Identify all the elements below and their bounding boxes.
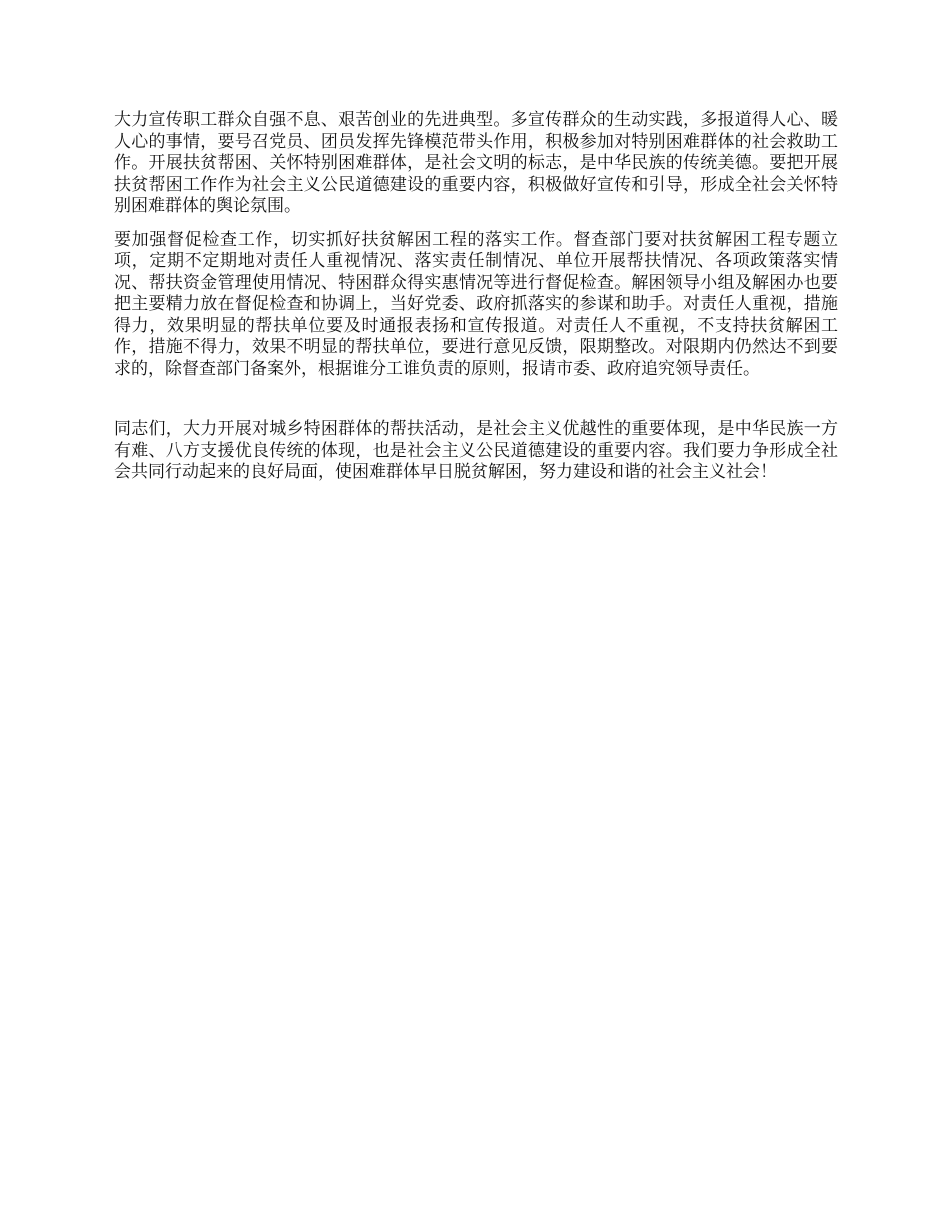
paragraph-supervision: 要加强督促检查工作，切实抓好扶贫解困工程的落实工作。督查部门要对扶贫解困工程专题立项，定期不定期地对责任人重视情况、落实责任制情况、单位开展帮扶情况、各项政策落实情况、帮扶资金管理使用情况、特困群众得实惠情况等进行督促检查。解困领导小组及解困办也要把主要精力放在督促检查和协调上，当好党委、政府抓落实的参谋和助手。对责任人重视，措施得力，效果明显的帮扶单位要及时通报表扬和宣传报道。对责任人不重视，不支持扶贫解困工作，措施不得力，效果不明显的帮扶单位，要进行意见反馈，限期整改。对限期内仍然达不到要求的，除督查部门备案外，根据谁分工谁负责的原则，报请市委、政府追究领导责任。 xyxy=(114,229,838,379)
document-body xyxy=(114,110,838,484)
paragraph-publicity: 大力宣传职工群众自强不息、艰苦创业的先进典型。多宣传群众的生动实践，多报道得人心、暖人心的事情，要号召党员、团员发挥先锋模范带头作用，积极参加对特别困难群体的社会救助工作。开展扶贫帮困、关怀特别困难群体，是社会文明的标志，是中华民族的传统美德。要把开展扶贫帮困工作作为社会主义公民道德建设的重要内容，积极做好宣传和引导，形成全社会关怀特别困难群体的舆论氛围。 xyxy=(114,110,838,216)
paragraph-closing: 同志们，大力开展对城乡特困群体的帮扶活动，是社会主义优越性的重要体现，是中华民族一方有难、八方支援优良传统的体现，也是社会主义公民道德建设的重要内容。我们要力争形成全社会共同行动起来的良好局面，使困难群体早日脱贫解困，努力建设和谐的社会主义社会！ xyxy=(114,419,838,482)
